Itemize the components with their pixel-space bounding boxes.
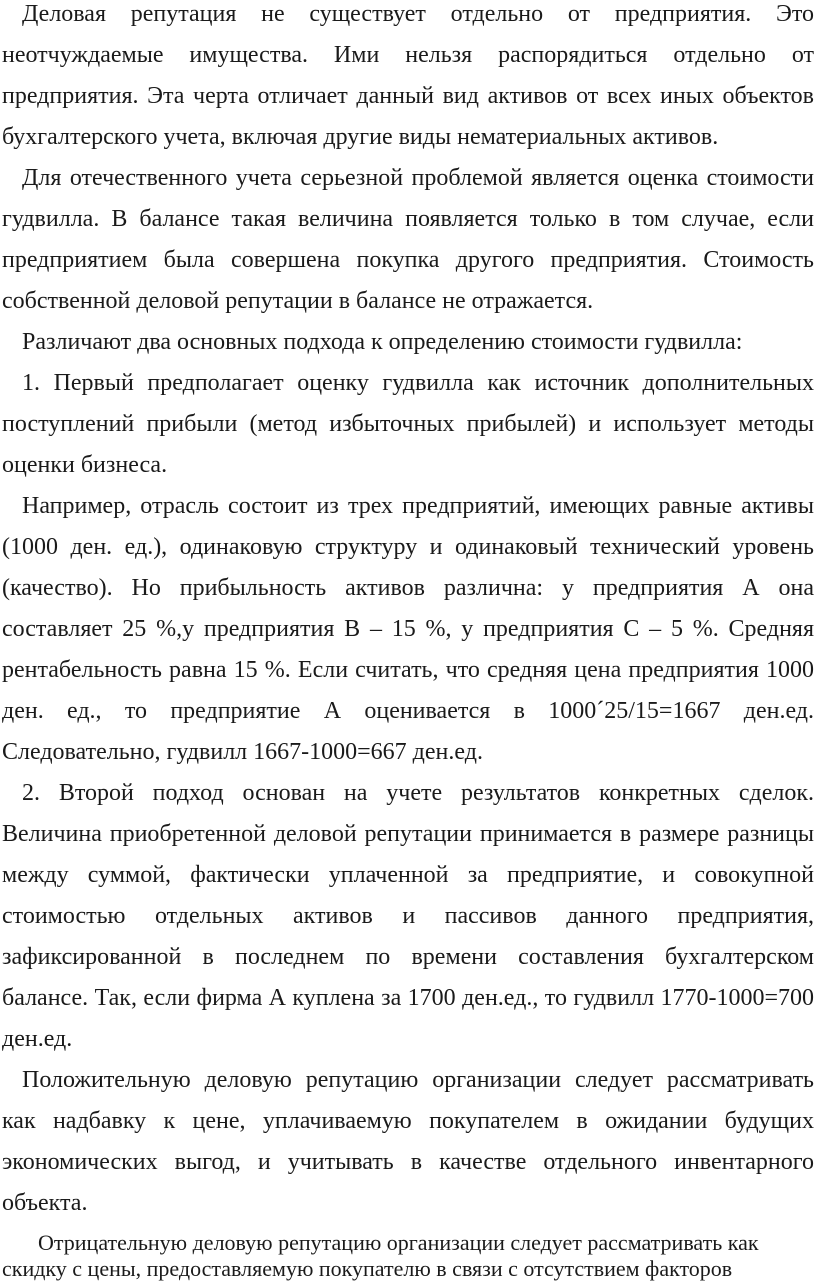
- paragraph-approach-one: 1. Первый предполагает оценку гудвилла как источник дополнительных поступлений прибыли (метод избыточных прибылей) и использует методы оценки бизнеса.: [2, 370, 814, 478]
- paragraph-approach-two: 2. Второй подход основан на учете результатов конкретных сделок. Величина приобретенной деловой репутации принимается в размере разницы между суммой, фактически уплаченной за предприятие, и совокупной стоимостью отдельных активов и пассивов данного предприятия, зафиксированной в последнем по времени составления бухгалтерском балансе. Так, если фирма А куплена за 1700 ден.ед., то гудвилл 1770-1000=700 ден.ед.: [2, 780, 814, 1052]
- paragraph-goodwill-valuation-problem: Для отечественного учета серьезной проблемой является оценка стоимости гудвилла. В балансе такая величина появляется только в том случае, если предприятием была совершена покупка другого предприятия. Стоимость собственной деловой репутации в балансе не отражается.: [2, 165, 814, 314]
- paragraph-example: Например, отрасль состоит из трех предприятий, имеющих равные активы (1000 ден. ед.), одинаковую структуру и одинаковый технический уровень (качество). Но прибыльность активов различна: у предприятия А она составляет 25 %,у предприятия В – 15 %, у предприятия С – 5 %. Средняя рентабельность равна 15 %. Если считать, что средняя цена предприятия 1000 ден. ед., то предприятие А оценивается в 1000´25/15=1667 ден.ед. Следовательно, гудвилл 1667-1000=667 ден.ед.: [2, 493, 814, 765]
- paragraph-two-approaches: Различают два основных подхода к определению стоимости гудвилла:: [22, 329, 743, 355]
- paragraph-negative-reputation: Отрицательную деловую репутацию организации следует рассматривать как скидку с цены, предоставляемую покупателю в связи с отсутствием факторов: [2, 1230, 759, 1281]
- paragraph-reputation-inseparable: Деловая репутация не существует отдельно от предприятия. Это неотчуждаемые имущества. Ими нельзя распорядиться отдельно от предприятия. Эта черта отличает данный вид активов от всех иных объектов бухгалтерского учета, включая другие виды нематериальных активов.: [2, 1, 814, 150]
- paragraph-positive-reputation: Положительную деловую репутацию организации следует рассматривать как надбавку к цене, уплачиваемую покупателем в ожидании будущих экономических выгод, и учитывать в качестве отдельного инвентарного объекта.: [2, 1067, 814, 1216]
